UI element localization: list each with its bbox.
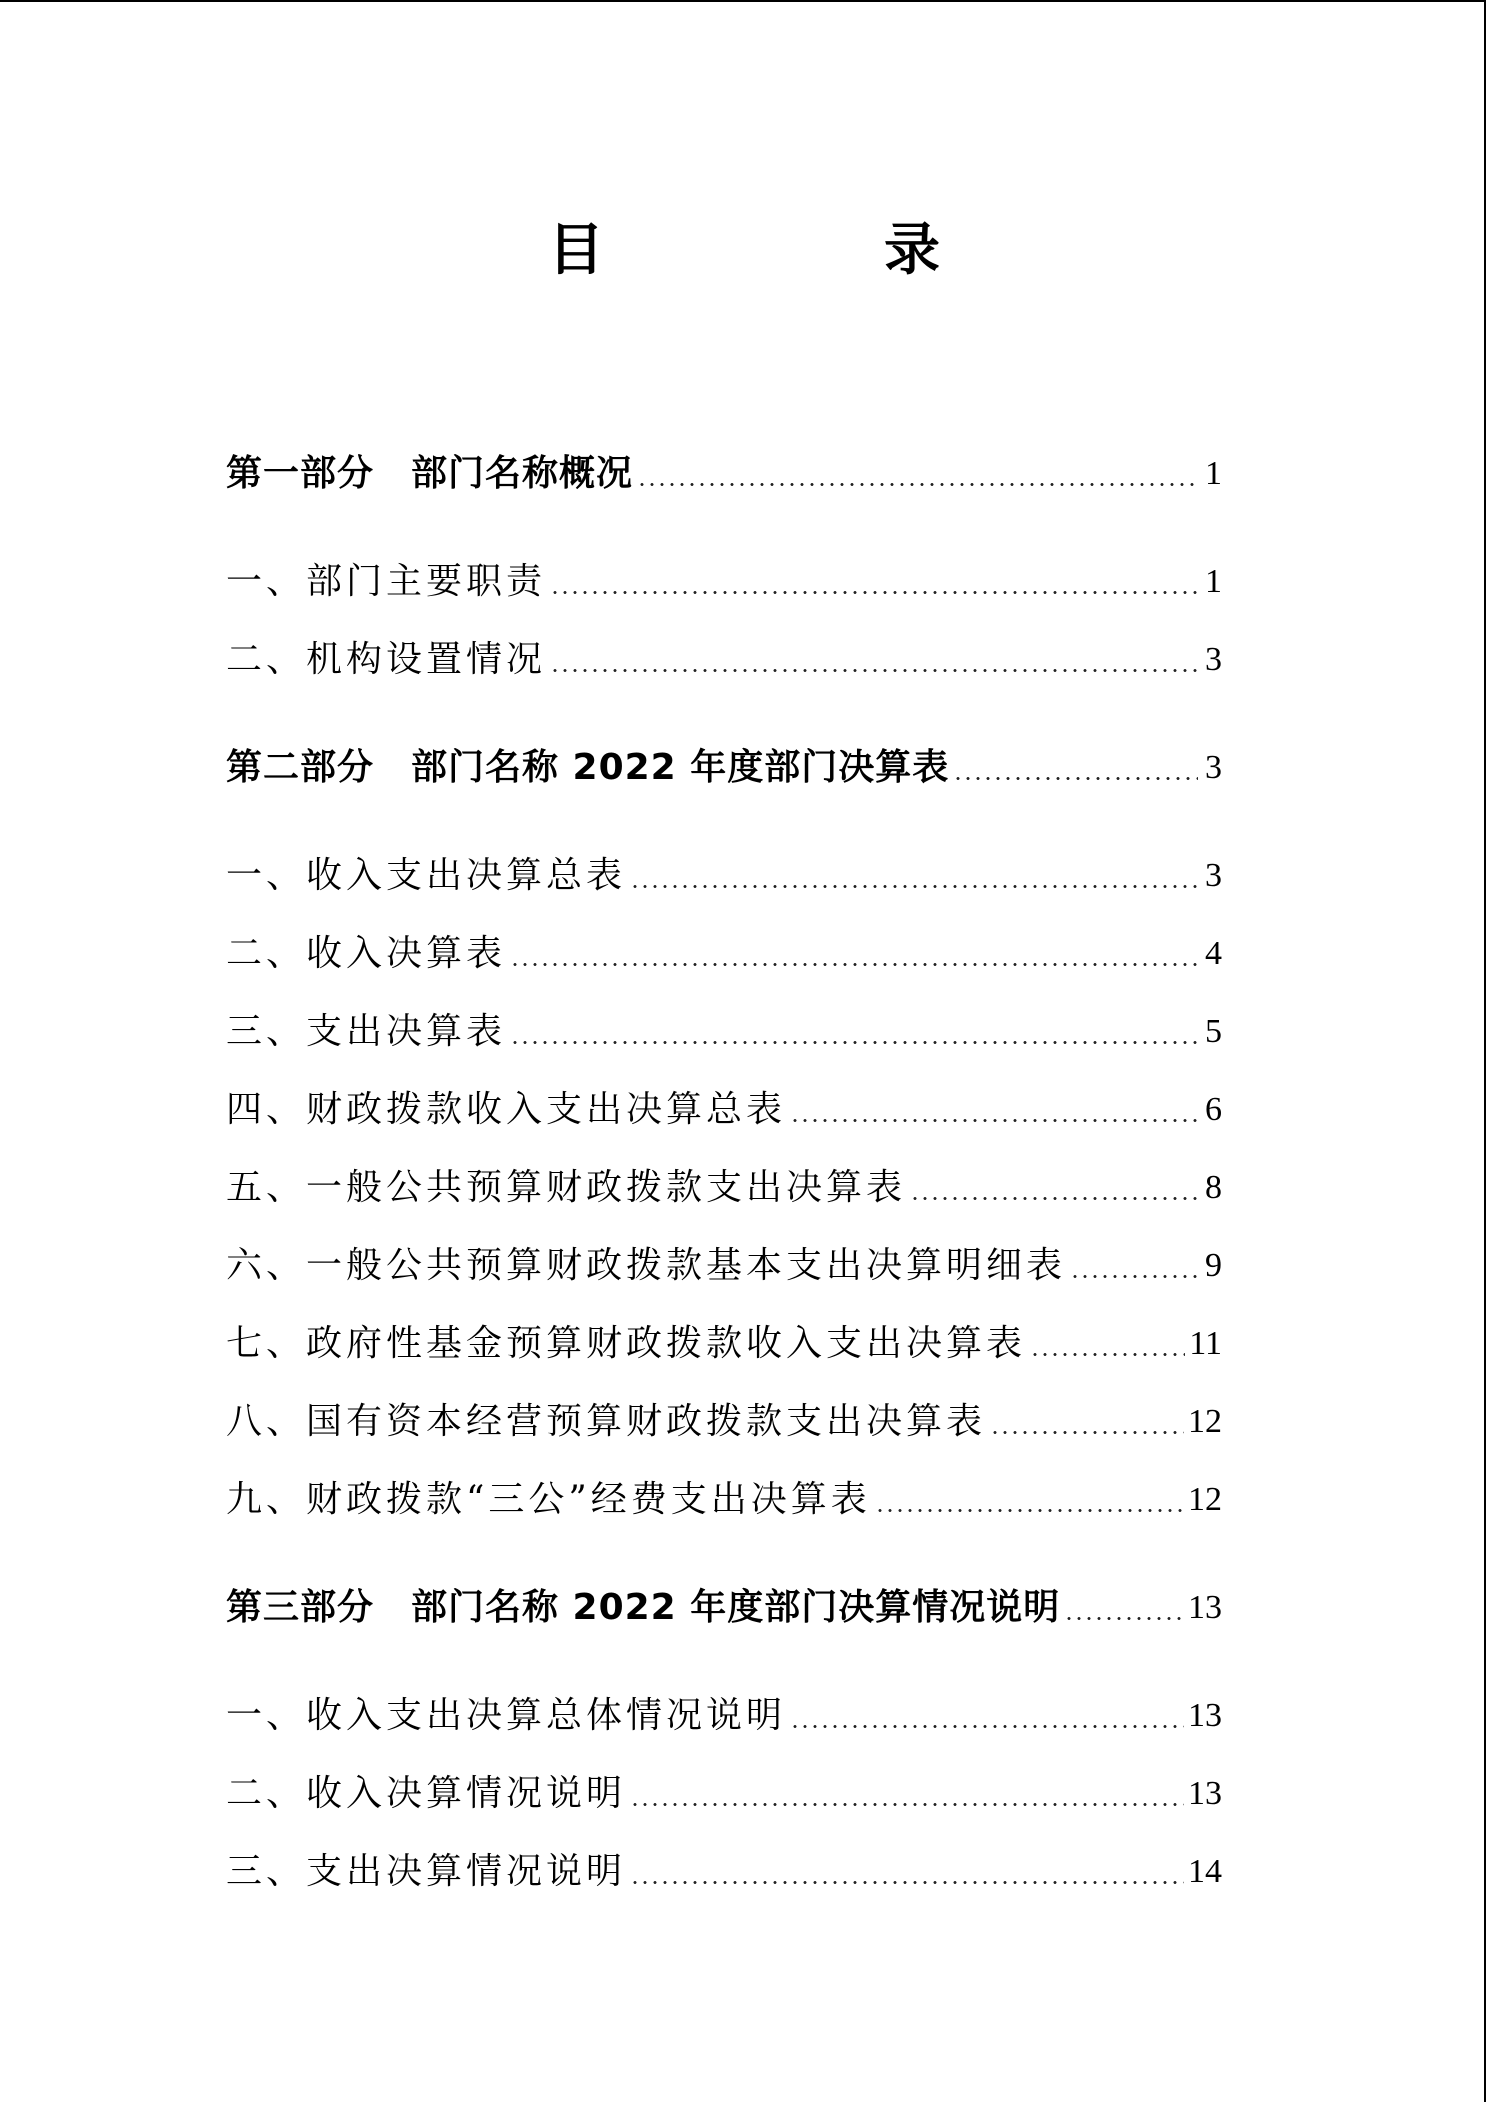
toc-item[interactable] — [226, 1476, 1222, 1524]
dot-leader — [990, 1431, 1184, 1434]
toc-item[interactable] — [226, 1242, 1222, 1290]
toc-item[interactable] — [226, 1770, 1222, 1818]
dot-leader — [550, 669, 1198, 672]
dot-leader — [1030, 1353, 1185, 1356]
toc-page-number: 12 — [1188, 1403, 1222, 1440]
toc-item[interactable] — [226, 1164, 1222, 1212]
toc-entry-label: 六、一般公共预算财政拨款基本支出决算明细表 — [226, 1245, 1067, 1286]
toc-page-number: 4 — [1205, 935, 1222, 972]
toc-entry-label: 八、国有资本经营预算财政拨款支出决算表 — [226, 1401, 987, 1442]
dot-leader — [630, 1881, 1184, 1884]
dot-leader — [637, 483, 1198, 486]
toc-page-number: 3 — [1205, 641, 1222, 678]
toc-page-number: 3 — [1205, 857, 1222, 894]
toc-entry-label: 四、财政拨款收入支出决算总表 — [226, 1089, 787, 1130]
toc-entry-label: 九、财政拨款“三公”经费支出决算表 — [226, 1479, 871, 1520]
dot-leader — [1070, 1275, 1198, 1278]
dot-leader — [630, 885, 1198, 888]
toc-item[interactable] — [226, 1848, 1222, 1896]
toc-page-number: 5 — [1205, 1013, 1222, 1050]
dot-leader — [510, 1041, 1198, 1044]
toc-entry-label: 二、收入决算表 — [226, 933, 507, 974]
dot-leader — [550, 591, 1198, 594]
toc-entry-label: 第一部分 部门名称概况 — [226, 453, 634, 494]
toc-item[interactable] — [226, 930, 1222, 978]
toc-entry-label: 五、一般公共预算财政拨款支出决算表 — [226, 1167, 907, 1208]
toc-page-number: 9 — [1205, 1247, 1222, 1284]
toc-part-2[interactable] — [226, 744, 1222, 792]
toc-page-number: 1 — [1205, 455, 1222, 492]
toc-entry-label: 三、支出决算表 — [226, 1011, 507, 1052]
toc-entry-label: 二、收入决算情况说明 — [226, 1773, 627, 1814]
dot-leader — [510, 963, 1198, 966]
page-title: 目 录 — [548, 218, 1052, 283]
toc-item[interactable] — [226, 852, 1222, 900]
toc-page-number: 6 — [1205, 1091, 1222, 1128]
dot-leader — [630, 1803, 1184, 1806]
toc-entry-label: 一、收入支出决算总体情况说明 — [226, 1695, 787, 1736]
dot-leader — [1064, 1617, 1184, 1620]
toc-item[interactable] — [226, 1398, 1222, 1446]
toc-entry-label: 一、部门主要职责 — [226, 561, 547, 602]
dot-leader — [910, 1197, 1198, 1200]
toc-page-number: 8 — [1205, 1169, 1222, 1206]
dot-leader — [875, 1509, 1184, 1512]
toc-page-number: 13 — [1188, 1697, 1222, 1734]
toc-item[interactable] — [226, 1692, 1222, 1740]
toc-entry-label: 七、政府性基金预算财政拨款收入支出决算表 — [226, 1323, 1027, 1364]
toc-entry-label: 二、机构设置情况 — [226, 639, 547, 680]
toc-item[interactable] — [226, 1086, 1222, 1134]
toc-item[interactable] — [226, 558, 1222, 606]
toc-page-number: 14 — [1188, 1853, 1222, 1890]
toc-entry-label: 第二部分 部门名称 2022 年度部门决算表 — [226, 747, 950, 788]
toc-part-3[interactable] — [226, 1584, 1222, 1632]
toc-page-number: 3 — [1205, 749, 1222, 786]
toc-entry-label: 第三部分 部门名称 2022 年度部门决算情况说明 — [226, 1587, 1061, 1628]
dot-leader — [953, 777, 1198, 780]
toc-item[interactable] — [226, 1008, 1222, 1056]
toc-part-1[interactable] — [226, 450, 1222, 498]
toc-entry-label: 三、支出决算情况说明 — [226, 1851, 627, 1892]
toc-page-number: 13 — [1188, 1589, 1222, 1626]
toc-page-number: 13 — [1188, 1775, 1222, 1812]
toc-page-number: 12 — [1188, 1481, 1222, 1518]
toc-page-number: 11 — [1189, 1325, 1222, 1362]
toc-page-number: 1 — [1205, 563, 1222, 600]
toc-entry-label: 一、收入支出决算总表 — [226, 855, 627, 896]
dot-leader — [790, 1725, 1184, 1728]
toc-item[interactable] — [226, 1320, 1222, 1368]
toc-item[interactable] — [226, 636, 1222, 684]
dot-leader — [790, 1119, 1198, 1122]
